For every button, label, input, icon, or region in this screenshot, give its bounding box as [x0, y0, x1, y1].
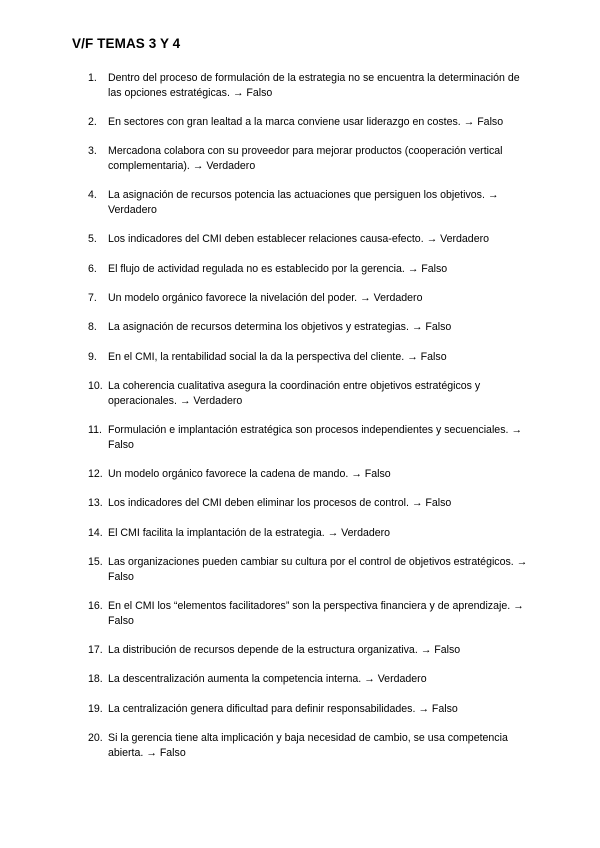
question-number: 19. — [88, 703, 103, 715]
question-item-6 — [88, 262, 530, 277]
question-item-1 — [88, 71, 530, 101]
question-text: La centralización genera dificultad para definir responsabilidades. → Falso — [108, 703, 458, 715]
question-text: La descentralización aumenta la competencia interna. → Verdadero — [108, 673, 427, 685]
question-number: 17. — [88, 644, 103, 656]
question-text: La coherencia cualitativa asegura la coordinación entre objetivos estratégicos y operacionales. → Verdadero — [108, 380, 481, 407]
question-number: 7. — [88, 292, 97, 304]
question-number: 13. — [88, 497, 103, 509]
question-item-3 — [88, 144, 530, 174]
question-text: La distribución de recursos depende de la estructura organizativa. → Falso — [108, 644, 461, 656]
question-text: El CMI facilita la implantación de la estrategia. → Verdadero — [108, 527, 391, 539]
question-item-8 — [88, 320, 530, 335]
question-number: 10. — [88, 380, 103, 392]
question-text: Un modelo orgánico favorece la nivelación del poder. → Verdadero — [108, 292, 423, 304]
question-item-5 — [88, 232, 530, 247]
question-item-18 — [88, 672, 530, 687]
question-text: En el CMI, la rentabilidad social la da la perspectiva del cliente. → Falso — [108, 351, 447, 363]
question-text: Mercadona colabora con su proveedor para mejorar productos (cooperación vertical complementaria). → Verdadero — [108, 145, 503, 172]
question-number: 18. — [88, 673, 103, 685]
question-number: 14. — [88, 527, 103, 539]
question-text: Formulación e implantación estratégica son procesos independientes y secuenciales. → Falso — [108, 424, 522, 451]
question-item-17 — [88, 643, 530, 658]
question-text: Las organizaciones pueden cambiar su cultura por el control de objetivos estratégicos. → Falso — [108, 556, 528, 583]
question-number: 9. — [88, 351, 97, 363]
question-number: 2. — [88, 116, 97, 128]
question-number: 16. — [88, 600, 103, 612]
question-number: 5. — [88, 233, 97, 245]
question-item-14 — [88, 526, 530, 541]
question-item-13 — [88, 496, 530, 511]
question-number: 11. — [88, 424, 102, 436]
question-text: En el CMI los “elementos facilitadores” son la perspectiva financiera y de aprendizaje. → Falso — [108, 600, 524, 627]
question-number: 20. — [88, 732, 103, 744]
question-text: Un modelo orgánico favorece la cadena de mando. → Falso — [108, 468, 391, 480]
question-item-16 — [88, 599, 530, 629]
question-item-7 — [88, 291, 530, 306]
page-title: V/F TEMAS 3 Y 4 — [72, 36, 181, 51]
question-number: 8. — [88, 321, 97, 333]
question-number: 6. — [88, 263, 97, 275]
question-text: La asignación de recursos potencia las actuaciones que persiguen los objetivos. → Verdadero — [108, 189, 499, 216]
question-number: 3. — [88, 145, 97, 157]
question-item-4 — [88, 188, 530, 218]
question-text: Dentro del proceso de formulación de la estrategia no se encuentra la determinación de las opciones estratégicas. → Falso — [108, 72, 520, 99]
question-item-10 — [88, 379, 530, 409]
question-text: Si la gerencia tiene alta implicación y baja necesidad de cambio, se usa competencia abierta. → Falso — [108, 732, 508, 759]
question-item-2 — [88, 115, 530, 130]
question-number: 4. — [88, 189, 97, 201]
question-item-9 — [88, 350, 530, 365]
question-text: La asignación de recursos determina los objetivos y estrategias. → Falso — [108, 321, 452, 333]
question-text: Los indicadores del CMI deben establecer relaciones causa-efecto. → Verdadero — [108, 233, 490, 245]
question-item-15 — [88, 555, 530, 585]
question-item-11 — [88, 423, 530, 453]
question-item-20 — [88, 731, 530, 761]
question-text: Los indicadores del CMI deben eliminar los procesos de control. → Falso — [108, 497, 452, 509]
question-item-19 — [88, 702, 530, 717]
question-text: En sectores con gran lealtad a la marca conviene usar liderazgo en costes. → Falso — [108, 116, 504, 128]
question-text: El flujo de actividad regulada no es establecido por la gerencia. → Falso — [108, 263, 448, 275]
question-number: 15. — [88, 556, 103, 568]
question-item-12 — [88, 467, 530, 482]
question-number: 12. — [88, 468, 103, 480]
question-number: 1. — [88, 72, 97, 84]
